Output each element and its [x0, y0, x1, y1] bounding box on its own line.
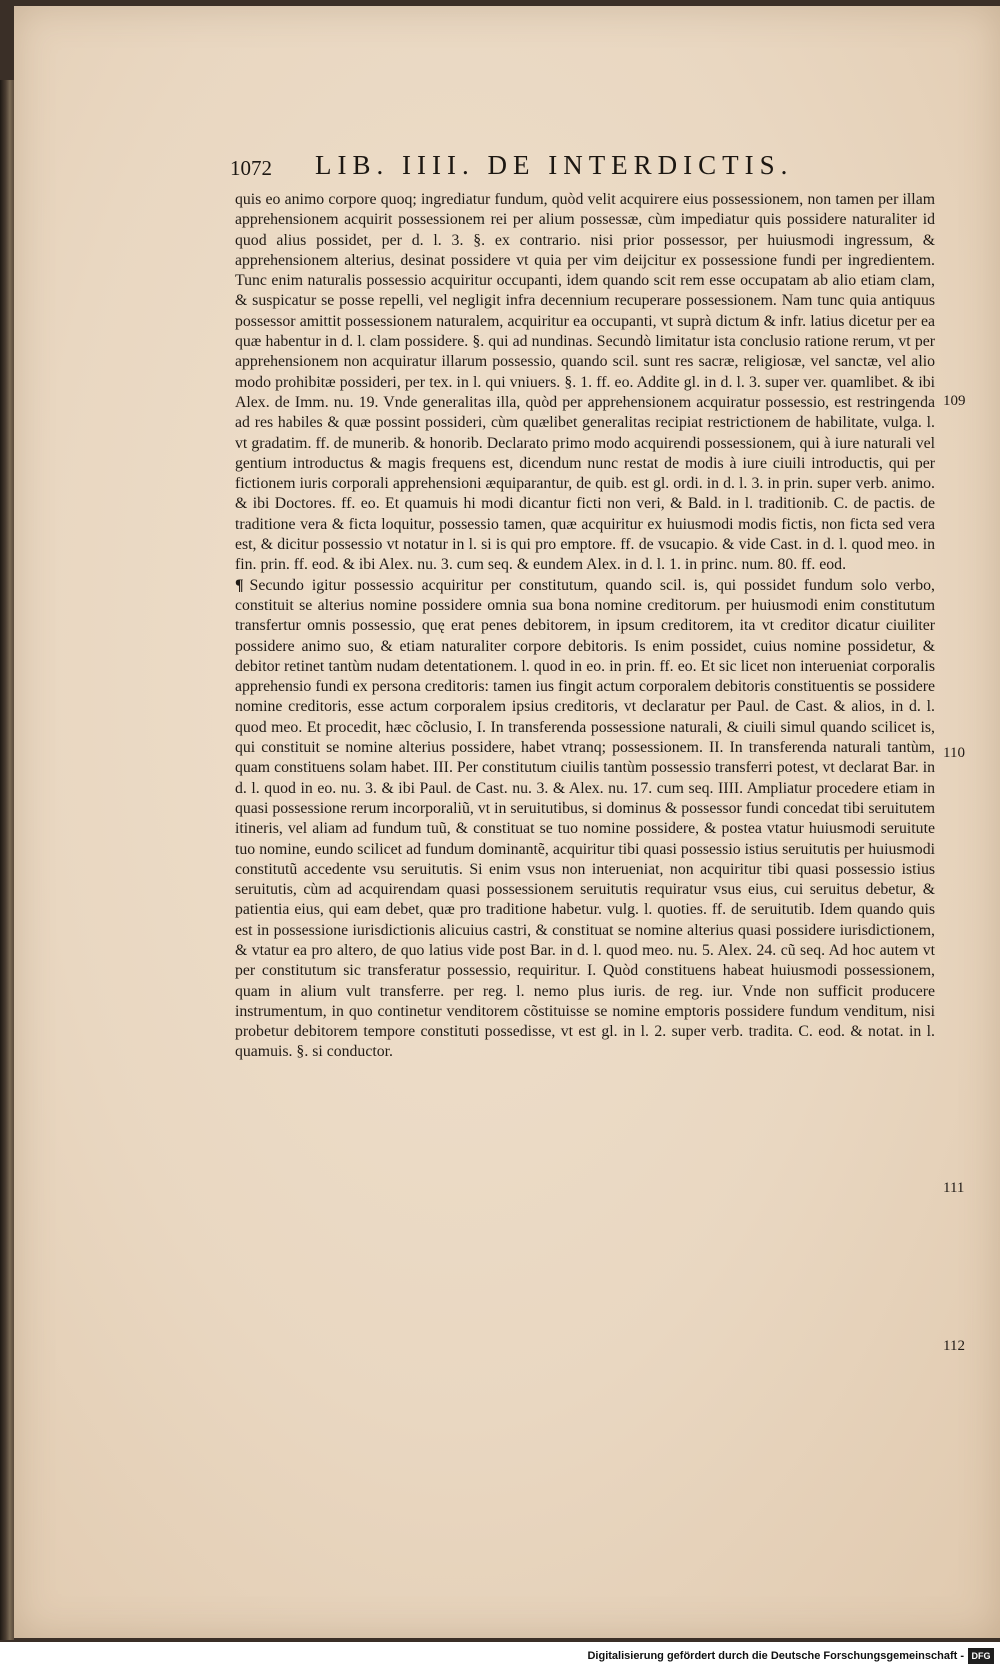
paragraph	[235, 576, 935, 1063]
margin-number: 109	[943, 393, 966, 409]
page-number: 1072	[230, 156, 272, 180]
paragraph	[235, 190, 935, 576]
margin-number: 112	[943, 1338, 965, 1354]
footer-bar	[0, 1642, 1000, 1673]
pilcrow-mark: ¶	[235, 576, 244, 594]
dfg-logo: DFG	[968, 1648, 994, 1664]
running-title: LIB. IIII. DE INTERDICTIS.	[315, 150, 794, 180]
paragraph-text: Secundo igitur possessio acquiritur per constitutum, quando scil. is, qui possidet fundum solo verbo, constituit se alterius nomine possidere omnia sua bona nomine creditorum. per huiusmodi enim constitutum transfertur omnis possessio, quę erat penes debitorem, in ipsum creditorem, ita vt creditor dicatur ciuiliter possidere animo suo, & etiam naturaliter corpore debitoris. Is enim possidet, cuius nomine possidetur, & debitor retinet tantùm nudam detentationem. l. quod in eo. in prin. ff. eo. Et sic licet non interueniat corporalis apprehensio fundi ex persona creditoris: tamen ius fingit actum corporalem debitoris constituentis se possidere nomine creditoris, esse actum corporalem ipsius creditoris, vt declaratur per Paul. de Cast. & alios, in d. l. quod meo. Et procedit, hæc cõclusio, I. In transferenda possessione naturali, & ciuili simul quando scilicet is, qui constituit se nomine alterius possidere, habet vtranq; possessionem. II. In transferenda naturali tantùm, quam constituens solam habet. III. Per constitutum ciuilis tantùm possessio transferri potest, vt declarat Bar. in d. l. quod in eo. nu. 3. & ibi Paul. de Cast. nu. 3. & Alex. nu. 17. cum seq. IIII. Ampliatur procedere etiam in quasi possessione rerum incorporaliũ, vt in seruitutibus, si dominus & possessor fundi concedat tibi seruitutem itineris, vel aliam ad fundum tuũ, & constituat se tuo nomine possidere, & postea vtatur huiusmodi seruitute tuo nomine, eundo scilicet ad fundum dominantẽ, acquiritur tibi quasi possessio istius seruitutis per huiusmodi constitutũ accedente vsu seruitutis. Si enim vsus non interueniat, non acquiritur tibi quasi possessio istius seruitutis, cùm ad acquirendam quasi possessionem seruitutis requiratur vsus eius, cui seruitus debetur, & patientia eius, qui eam debet, quæ pro traditione habetur. vulg. l. quoties. ff. de seruitutib. Idem quando quis est in possessione iurisdictionis alicuius castri, & constituat se nomine alterius quasi possidere iurisdictionem, & vtatur ea pro altero, de quo latius vide post Bar. in d. l. quod meo. nu. 5. Alex. 24. cũ seq. Ad hoc autem vt per constitutum sic transferatur possessio, requiritur. I. Quòd constituens habeat huiusmodi possessionem, quam in alium vult transferre. per reg. l. nemo plus iuris. de reg. iur. Vnde non sufficit producere instrumentum, in quo continetur venditorem cõstituisse se nomine emptoris possidere fundum venditum, nisi probetur debitorem tempore constituti possedisse, vt est gl. in l. 2. super verb. tradita. C. eod. & notat. in l. quamuis. §. si conductor.	[235, 576, 935, 1061]
margin-number: 110	[943, 745, 965, 761]
page-header	[230, 150, 830, 190]
footer-credit: Digitalisierung gefördert durch die Deutsche Forschungsgemeinschaft -	[587, 1650, 964, 1662]
main-text	[235, 190, 935, 1063]
margin-number: 111	[943, 1180, 965, 1196]
book-spine-edge	[0, 80, 14, 1640]
paragraph-text: quis eo animo corpore quoq; ingrediatur fundum, quòd velit acquirere eius possessionem, non tamen per illam apprehensionem acquirit possessionem rei per alium possessæ, cùm impediatur quis possidere naturaliter id quod alius possidet, per d. l. 3. §. ex contrario. nisi prior possessor, per huiusmodi ingressum, & apprehensionem alterius, desinat possidere vt quia per vim deijcitur ex possessione fundi per ingredientem. Tunc enim naturalis possessio acquiritur occupanti, idem quando scit rem esse occupatam ab alio etiam clam, & suspicatur se posse repelli, vel negligit infra decennium recuperare possessionem. Nam tunc quia antiquus possessor amittit possessionem naturalem, acquiritur ea occupanti, vt suprà dictum & infr. latius dicetur per ea quæ habentur in d. l. clam possidere. §. qui ad nundinas. Secundò limitatur ista conclusio ratione rerum, vt per apprehensionem non acquiratur illarum possessio, quando scil. sunt res sacræ, religiosæ, vel sanctæ, vel alio modo prohibitæ possideri, per tex. in l. qui vniuers. §. 1. ff. eo. Addite gl. in d. l. 3. super ver. quamlibet. & ibi Alex. de Imm. nu. 19. Vnde generalitas illa, quòd per apprehensionem acquiratur possessio, est restringenda ad res habiles & quæ possint possideri, cùm quælibet generalitas recipiat restrictionem de habilitate, vulga. l. vt gradatim. ff. de munerib. & honorib. Declarato primo modo acquirendi possessionem, qui à iure naturali vel gentium introductus & magis frequens est, dicendum nunc restat de modis à iure ciuili introductis, qui per fictionem iuris corporali apprehensioni æquiparantur, de quib. est gl. ordi. in d. l. 3. in prin. super verb. animo. & ibi Doctores. ff. eo. Et quamuis hi modi dicantur ficti non veri, & Bald. in l. traditionib. C. de pactis. de traditione vera & ficta loquitur, possessio tamen, quæ acquiritur ex huiusmodi modis fictis, non ficta sed vera est, & dicitur possessio vt notatur in l. si is qui pro emptore. ff. de vsucapio. & vide Cast. in d. l. quod meo. in fin. prin. ff. eod. & ibi Alex. nu. 3. cum seq. & eundem Alex. in d. l. 1. in princ. num. 80. ff. eod.	[235, 191, 935, 574]
